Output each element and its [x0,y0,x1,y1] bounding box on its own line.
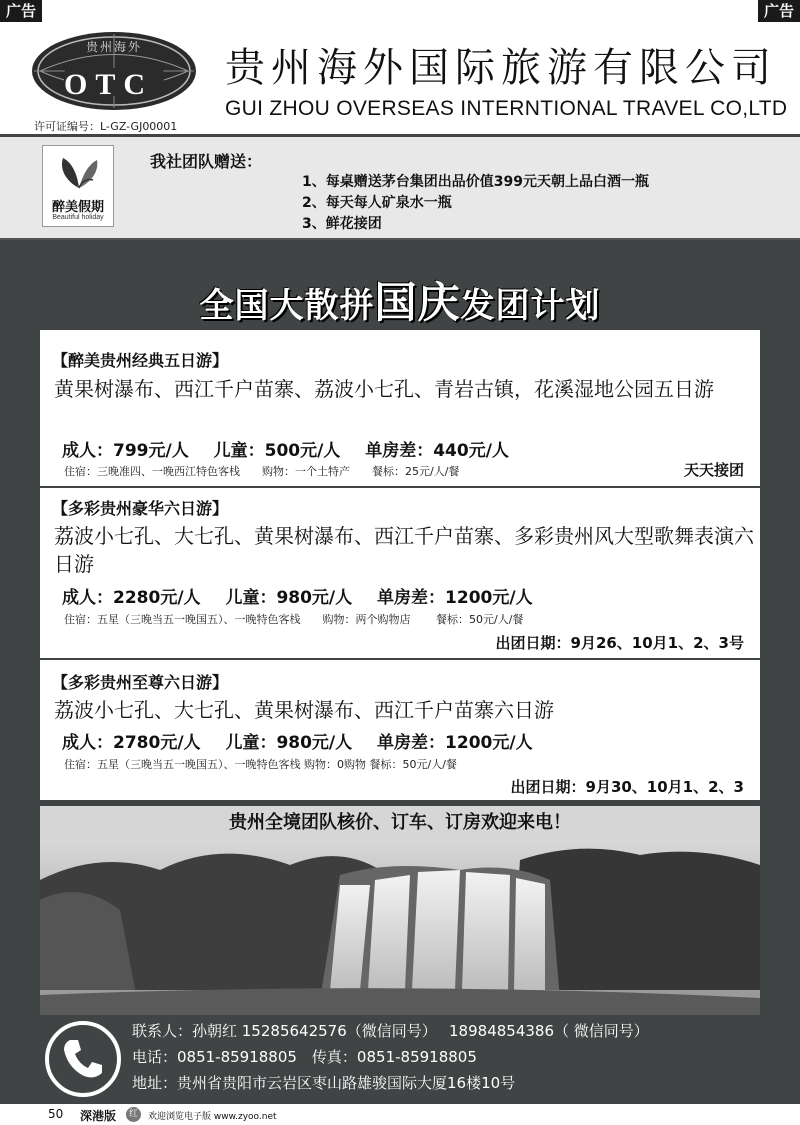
tour-schedule: 出团日期：9月30、10月1、2、3 [510,778,744,796]
license-number: 许可证编号：L-GZ-GJ00001 [34,120,178,133]
tour-schedule: 天天接团 [683,461,744,479]
ebook-link[interactable]: 欢迎浏览电子版 www.zyoo.net [148,1112,277,1122]
tour-schedule: 出团日期：9月26、10月1、2、3号 [495,634,744,652]
gift-item: 2、每天每人矿泉水一瓶 [302,195,452,211]
brand-name: 醉美假期 [51,200,104,215]
tour-detail: 住宿：三晚准四、一晚西江特色客栈 购物：一个土特产 餐标：25元/人/餐 [64,465,460,478]
ad-label-left: 广告 [0,0,42,22]
main-title-part: 全国大散拼 [199,286,375,326]
tour-name: 【多彩贵州至尊六日游】 [52,673,229,692]
tour-name: 【醉美贵州经典五日游】 [52,351,229,370]
gift-item: 1、每桌赠送茅台集团出品价值399元天朝上品白酒一瓶 [302,174,649,190]
contact-address: 地址：贵州省贵阳市云岩区枣山路雄骏国际大厦16楼10号 [132,1074,516,1092]
main-title [0,270,800,330]
tour-price: 成人：799元/人 儿童：500元/人 单房差：440元/人 [62,441,509,461]
brand-sub: Beautiful holiday [52,214,104,221]
tour-card [40,330,760,486]
tour-price: 成人：2280元/人 儿童：980元/人 单房差：1200元/人 [62,588,533,608]
phone-icon [44,1020,122,1098]
tour-detail: 住宿：五星（三晚当五一晚国五）、一晚特色客栈 购物：0购物 餐标：50元/人/餐 [64,758,457,771]
tour-route: 荔波小七孔、大七孔、黄果树瀑布、西江千户苗寨六日游 [54,698,554,722]
company-name-cn: 贵州海外国际旅游有限公司 [225,45,777,91]
tour-card [40,488,760,658]
gift-section [0,137,800,240]
main-title-part: 发团计划 [460,286,601,326]
gift-item: 3、鲜花接团 [302,216,382,232]
edition-label: 深港版 [80,1109,117,1123]
company-header [0,22,800,137]
main-title-highlight: 国庆 [374,278,461,327]
welcome-banner: 贵州全境团队核价、订车、订房欢迎来电！ [40,806,760,840]
butterfly-icon [57,152,101,192]
waterfall-image [40,840,760,1015]
page-footer [0,1104,800,1125]
ad-label-right: 广告 [758,0,800,22]
gift-title: 我社团队赠送： [150,152,263,171]
red-mark-icon: 红 [126,1107,141,1122]
tour-name: 【多彩贵州豪华六日游】 [52,499,229,518]
logo-cn-text: 贵州海外 [86,40,143,54]
logo-otc-text: OTC [64,68,154,101]
contact-phone: 电话：0851-85918805 传真：0851-85918805 [132,1048,477,1066]
brand-logo [42,145,114,227]
tour-detail: 住宿：五星（三晚当五一晚国五）、一晚特色客栈 购物：两个购物店 餐标：50元/人/餐 [64,613,524,626]
tour-route: 荔波小七孔、大七孔、黄果树瀑布、西江千户苗寨、多彩贵州风大型歌舞表演六日游 [54,524,754,576]
page-number: 50 [48,1107,64,1121]
tour-price: 成人：2780元/人 儿童：980元/人 单房差：1200元/人 [62,733,533,753]
company-name-en: GUI ZHOU OVERSEAS INTERNTIONAL TRAVEL CO,LTD [225,97,788,120]
tour-route: 黄果树瀑布、西江千户苗寨、荔波小七孔、青岩古镇，花溪湿地公园五日游 [54,377,714,401]
tour-card [40,660,760,800]
contact-person: 联系人：孙朝红 15285642576（微信同号） 18984854386（ 微信同号） [132,1022,649,1040]
